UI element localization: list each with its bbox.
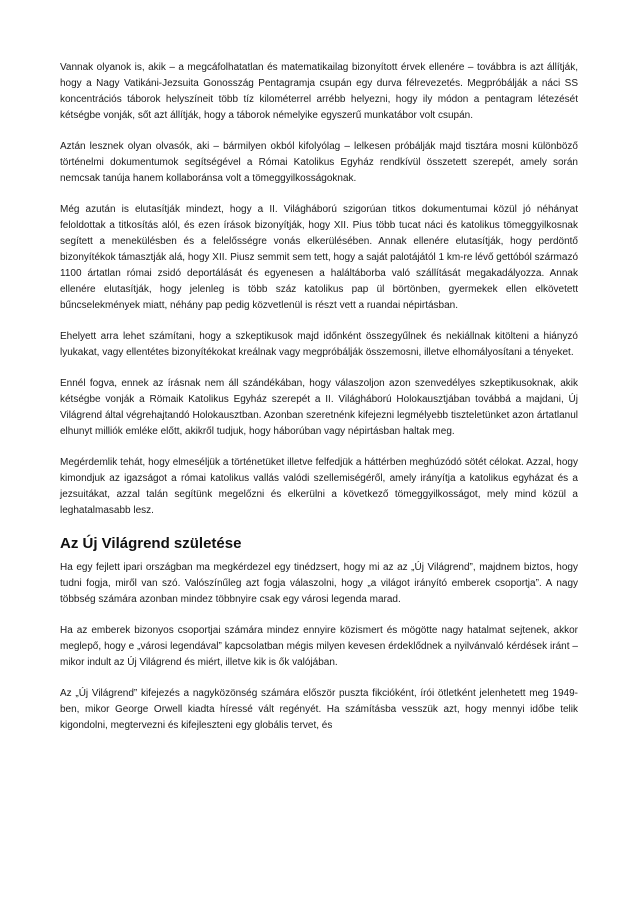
paragraph-2: Aztán lesznek olyan olvasók, aki – bármilyen okból kifolyólag – lelkesen próbálják majd tisztára mosni különböző történelmi dokumentumok segítségével a Római Katolikus Egyház rendkívül összetett szerepét, amely során nemcsak tanúja hanem kollaboránsa volt a tömeggyilkosságoknak. bbox=[60, 141, 578, 184]
section-heading: Az Új Világrend születése bbox=[60, 535, 242, 552]
paragraph-7: Ha egy fejlett ipari országban ma megkérdezel egy tinédzsert, hogy mi az az „Új Világrend”, majdnem biztos, hogy tudni fogja, miről van szó. Valószínűleg azt fogja válaszolni, hogy „a világot irányító emberek csoportja”. A nagy többség számára azonban mindez többnyire csak egy városi legenda marad. bbox=[60, 562, 578, 605]
paragraph-3: Még azután is elutasítják mindezt, hogy a II. Világháború szigorúan titkos dokumentumai közül jó néhányat feloldottak a titkosítás alól, és ezen írások bizonyítják, hogy XII. Pius több tucat náci és katolikus tömeggyilkosnak segített a menekülésben és a felelősségre vonás elkerülésében. Annak ellenére elutasítják, hogy perdöntő bizonyítékok támasztják alá, hogy XII. Piusz semmit sem tett, hogy a saját palotájától 1 km-re lévő gettóból származó 1100 ártatlan római zsidó deportálását és egyenesen a haláltáborba való szállítását megakadályozza. Annak ellenére elutasítják, hogy jelenleg is több száz katolikus pap ül börtönben, gyermekek ellen elkövetett bűncselekmények miatt, néhány pap pedig közvetlenül is részt vett a ruandai népirtásban. bbox=[60, 204, 579, 311]
paragraph-8: Ha az emberek bizonyos csoportjai számára mindez ennyire közismert és mögötte nagy hatalmat sejtenek, akkor meglepő, hogy e „városi legendával” kapcsolatban mégis milyen kevesen érdeklődnek a nyilvánvaló kérdések iránt – mikor indult az Új Világrend és miért, illetve kik is ők valójában. bbox=[60, 625, 578, 668]
paragraph-6: Megérdemlik tehát, hogy elmeséljük a történetüket illetve felfedjük a háttérben meghúzódó sötét célokat. Azzal, hogy kimondjuk az igazságot a római katolikus vallás valódi szellemiségéről, amely irányítja a katolikus egyházat és a jezsuitákat, azzal talán segítünk megelőzni és elkerülni a következő tömeggyilkosságot, mely mind közül a leghatalmasabb lesz. bbox=[60, 457, 578, 516]
paragraph-1: Vannak olyanok is, akik – a megcáfolhatatlan és matematikailag bizonyított érvek ellenére – továbbra is azt állítják, hogy a Nagy Vatikáni-Jezsuita Gonosszág Pentagramja csupán egy durva félrevezetés. Megpróbálják a náci SS koncentrációs táborok helyszíneit több tíz kilométerrel arrébb helyezni, hogy ily módon a pentagram létezését kétségbe vonják, sőt azt állítják, hogy a táborok némelyike egyszerű munkatábor volt csupán. bbox=[60, 62, 578, 121]
paragraph-9: Az „Új Világrend” kifejezés a nagyközönség számára először puszta fikcióként, írói ötletként jelenhetett meg 1949-ben, mikor George Orwell kiadta híressé vált regényét. Ha számításba vesszük azt, hogy mennyi időbe telik kigondolni, megtervezni és kifejleszteni egy globális tervet, és bbox=[60, 688, 578, 731]
paragraph-4: Ehelyett arra lehet számítani, hogy a szkeptikusok majd időnként összegyűlnek és nekiállnak kitölteni a hiányzó lyukakat, vagy ellentétes bizonyítékokat kreálnak vagy megpróbálják összemosni, illetve elhomályosítani a tényeket. bbox=[60, 331, 578, 358]
document-page bbox=[60, 60, 578, 749]
paragraph-5: Ennél fogva, ennek az írásnak nem áll szándékában, hogy válaszoljon azon szenvedélyes szkeptikusoknak, akik kétségbe vonják a Römaik Katolikus Egyház szerepét a II. Világháború Holokausztjában továbbá a majdani, Új Világrend által végrehajtandó Holokausztban. Azonban szeretnénk kifejezni legmélyebb tiszteletünket azon ártatlanul elhunyt milliók emléke előtt, akikről tudjuk, hogy háborúban vagy népirtásban haltak meg. bbox=[60, 378, 578, 437]
